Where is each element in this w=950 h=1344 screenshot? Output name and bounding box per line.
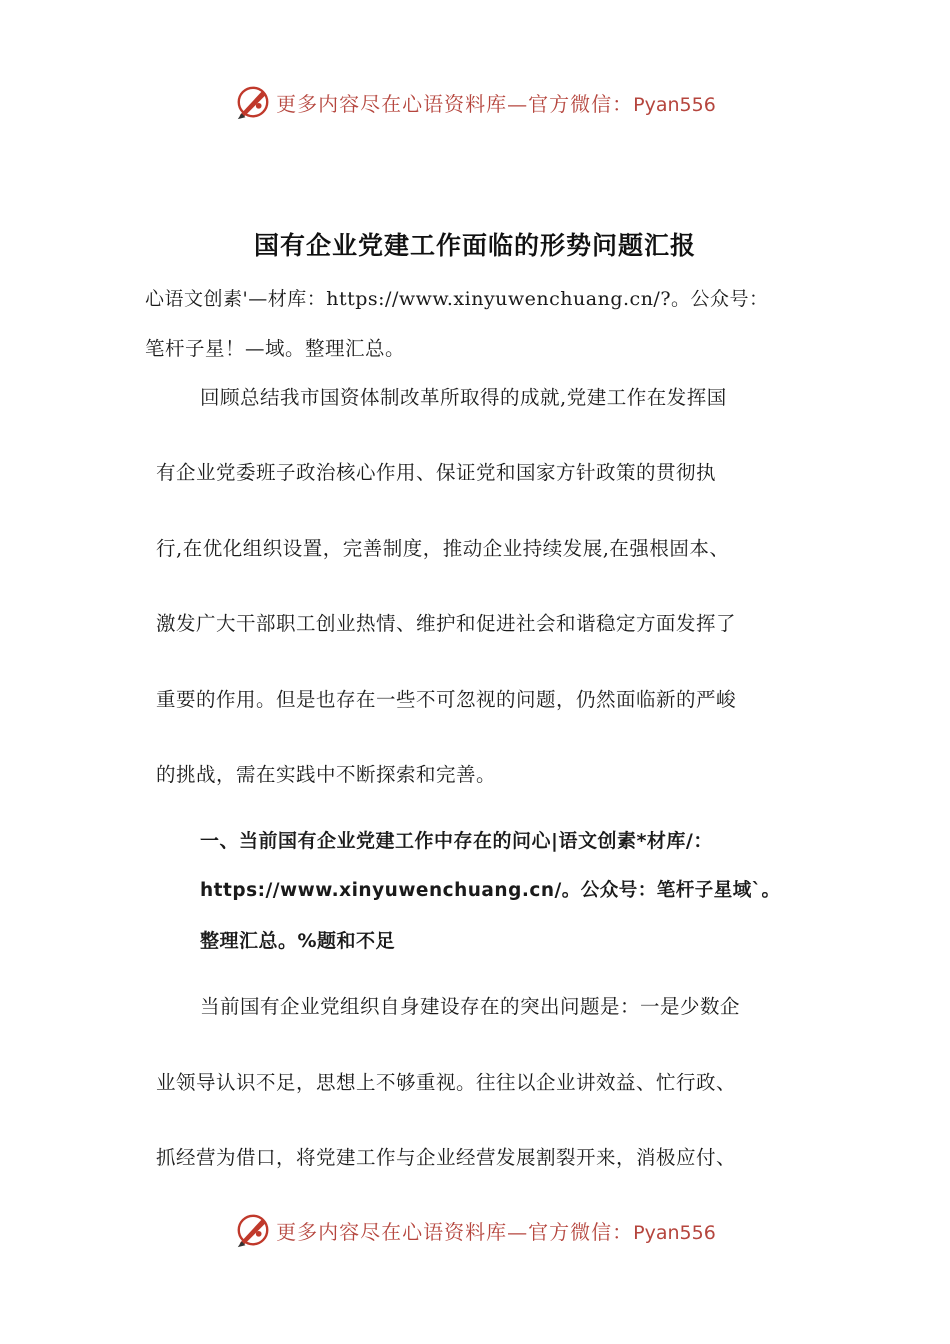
banner-text: 更多内容尽在心语资料库—官方微信：Pyan556 — [276, 1219, 716, 1244]
document-title: 国有企业党建工作面临的形势问题汇报 — [253, 231, 696, 260]
paragraph1-line-1: 回顾总结我市国资体制改革所取得的成就,党建工作在发挥国 — [200, 386, 727, 409]
pen-logo-icon — [234, 83, 272, 121]
paragraph1-line-6: 的挑战，需在实践中不断探索和完善。 — [156, 763, 497, 786]
paragraph1-line-5: 重要的作用。但是也存在一些不可忽视的问题，仍然面临新的严峻 — [156, 688, 737, 711]
paragraph1-line-2: 有企业党委班子政治核心作用、保证党和国家方针政策的贯彻执 — [156, 461, 717, 484]
paragraph1-line-3: 行,在优化组织设置，完善制度，推动企业持续发展,在强根固本、 — [156, 537, 730, 560]
paragraph1-line-4: 激发广大干部职工创业热情、维护和促进社会和谐稳定方面发挥了 — [156, 612, 737, 635]
heading1-line-3: 整理汇总。%题和不足 — [200, 930, 396, 952]
heading1-line-2: https://www.xinyuwenchuang.cn/。公众号：笔杆子星域`。 — [200, 880, 781, 901]
header-banner — [0, 82, 950, 122]
pen-logo-icon — [234, 1211, 272, 1249]
banner-text: 更多内容尽在心语资料库—官方微信：Pyan556 — [276, 91, 716, 116]
banner-wechat-id: Pyan556 — [633, 93, 716, 116]
footer-banner — [0, 1210, 950, 1250]
paragraph2-line-2: 业领导认识不足，思想上不够重视。往往以企业讲效益、忙行政、 — [156, 1071, 737, 1094]
paragraph2-line-1: 当前国有企业党组织自身建设存在的突出问题是：一是少数企 — [200, 995, 741, 1018]
paragraph2-line-3: 抓经营为借口，将党建工作与企业经营发展割裂开来，消极应付、 — [156, 1146, 737, 1169]
banner-wechat-id: Pyan556 — [633, 1221, 716, 1244]
source-line-2: 笔杆子星！—域。整理汇总。 — [145, 337, 406, 360]
heading1-line-1: 一、当前国有企业党建工作中存在的问心|语文创素*材库/： — [200, 830, 713, 852]
source-line-1: 心语文创素'—材库：https://www.xinyuwenchuang.cn/?。公众号： — [145, 288, 769, 310]
